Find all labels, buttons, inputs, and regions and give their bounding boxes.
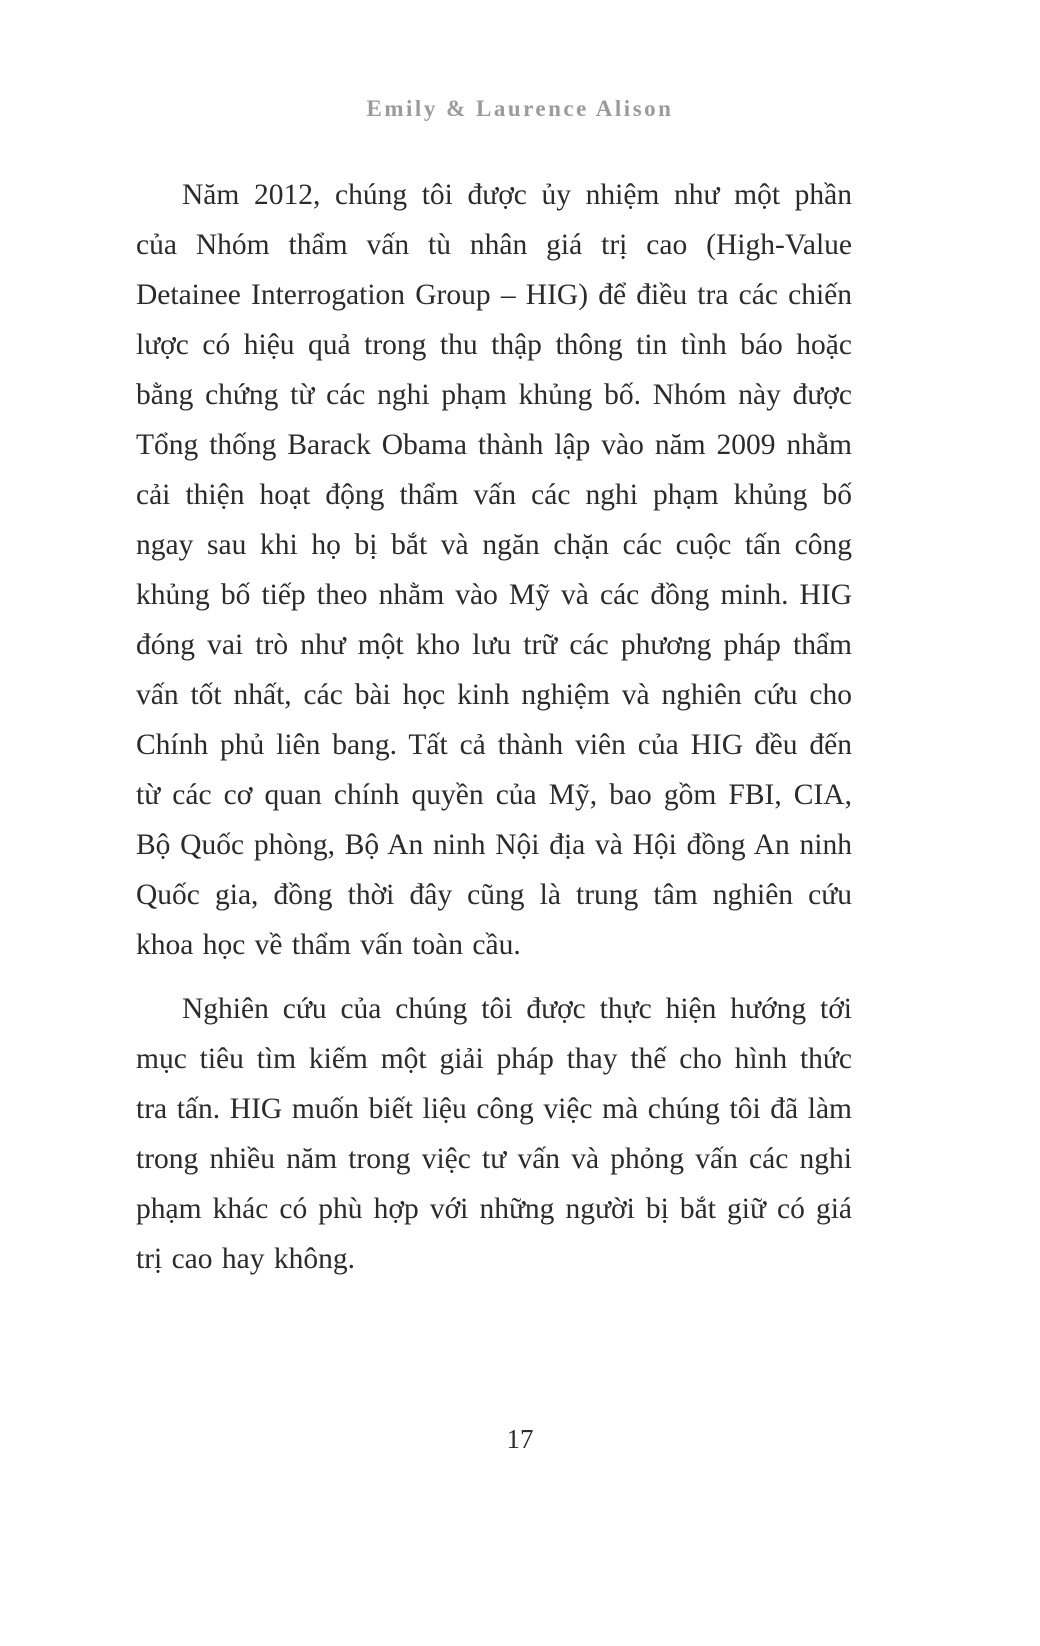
body-text-block xyxy=(136,170,852,1284)
running-header-author: Emily & Laurence Alison xyxy=(366,96,674,121)
body-paragraph: Năm 2012, chúng tôi được ủy nhiệm như một phần của Nhóm thẩm vấn tù nhân giá trị cao (High-Value Detainee Interrogation Group – HIG) để điều tra các chiến lược có hiệu quả trong thu thập thông tin tình báo hoặc bằng chứng từ các nghi phạm khủng bố. Nhóm này được Tổng thống Barack Obama thành lập vào năm 2009 nhằm cải thiện hoạt động thẩm vấn các nghi phạm khủng bố ngay sau khi họ bị bắt và ngăn chặn các cuộc tấn công khủng bố tiếp theo nhằm vào Mỹ và các đồng minh. HIG đóng vai trò như một kho lưu trữ các phương pháp thẩm vấn tốt nhất, các bài học kinh nghiệm và nghiên cứu cho Chính phủ liên bang. Tất cả thành viên của HIG đều đến từ các cơ quan chính quyền của Mỹ, bao gồm FBI, CIA, Bộ Quốc phòng, Bộ An ninh Nội địa và Hội đồng An ninh Quốc gia, đồng thời đây cũng là trung tâm nghiên cứu khoa học về thẩm vấn toàn cầu. xyxy=(136,179,852,961)
body-paragraph: Nghiên cứu của chúng tôi được thực hiện hướng tới mục tiêu tìm kiếm một giải pháp thay thế cho hình thức tra tấn. HIG muốn biết liệu công việc mà chúng tôi đã làm trong nhiều năm trong việc tư vấn và phỏng vấn các nghi phạm khác có phù hợp với những người bị bắt giữ có giá trị cao hay không. xyxy=(136,993,852,1275)
page-number: 17 xyxy=(506,1424,534,1454)
